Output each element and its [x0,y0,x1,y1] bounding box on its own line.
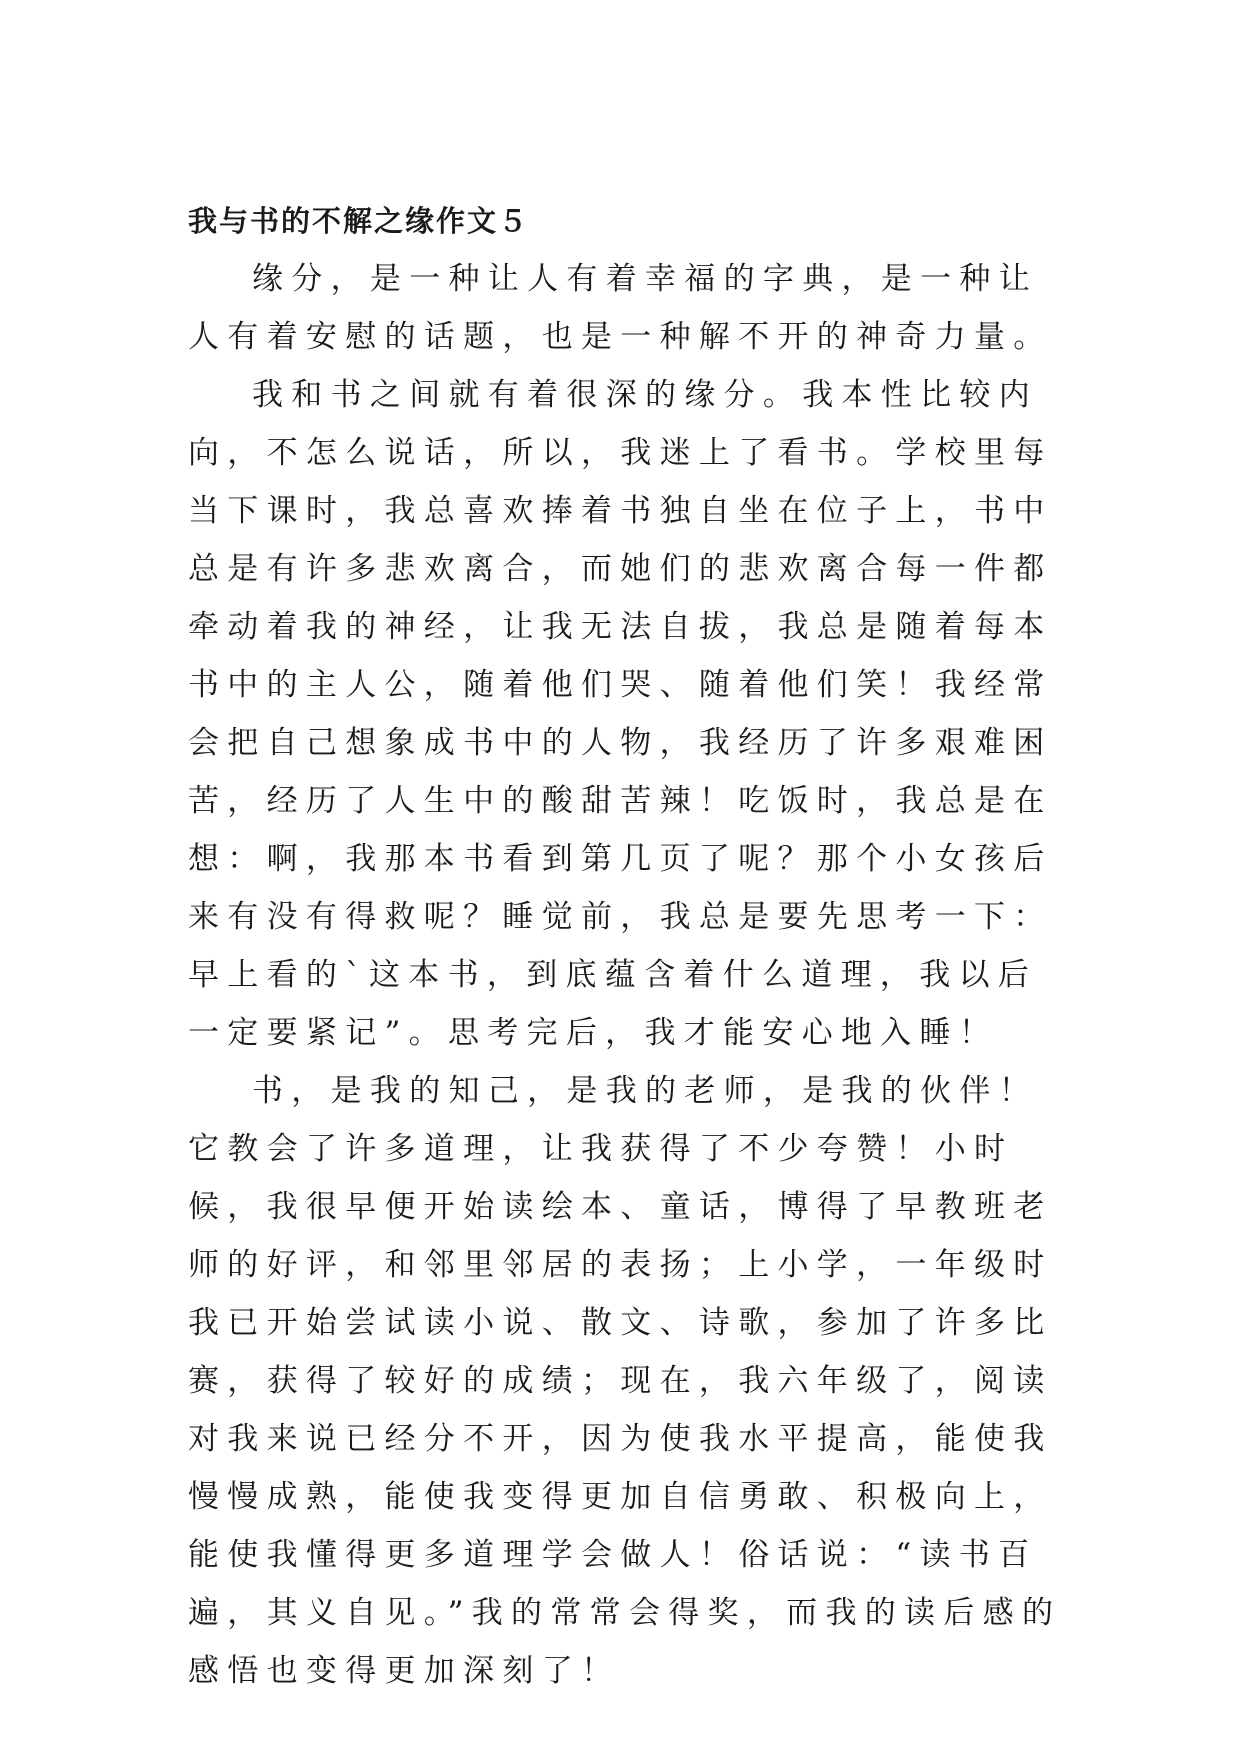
document-body [188,192,1068,1700]
paragraph-3: 书，是我的知己，是我的老师，是我的伙伴！它教会了许多道理，让我获得了不少夸赞！小时候，我很早便开始读绘本、童话，博得了早教班老师的好评，和邻里邻居的表扬；上小学，一年级时我已开始尝试读小说、散文、诗歌，参加了许多比赛，获得了较好的成绩；现在，我六年级了，阅读对我来说已经分不开，因为使我水平提高，能使我慢慢成熟，能使我变得更加自信勇敢、积极向上，能使我懂得更多道理学会做人！俗话说：“读书百遍，其义自见。”我的常常会得奖，而我的读后感的感悟也变得更加深刻了！ [188,1073,1062,1689]
paragraph-1: 缘分，是一种让人有着幸福的字典，是一种让人有着安慰的话题，也是一种解不开的神奇力量。 [188,261,1053,355]
paragraph-2: 我和书之间就有着很深的缘分。我本性比较内向，不怎么说话，所以，我迷上了看书。学校里每当下课时，我总喜欢捧着书独自坐在位子上，书中总是有许多悲欢离合，而她们的悲欢离合每一件都牵动着我的神经，让我无法自拔，我总是随着每本书中的主人公，随着他们哭、随着他们笑！我经常会把自己想象成书中的人物，我经历了许多艰难困苦，经历了人生中的酸甜苦辣！吃饭时，我总是在想：啊，我那本书看到第几页了呢？那个小女孩后来有没有得救呢？睡觉前，我总是要先思考一下：早上看的`这本书，到底蕴含着什么道理，我以后一定要紧记”。思考完后，我才能安心地入睡！ [188,377,1053,1051]
document-title: 我与书的不解之缘作文５ [188,204,530,238]
